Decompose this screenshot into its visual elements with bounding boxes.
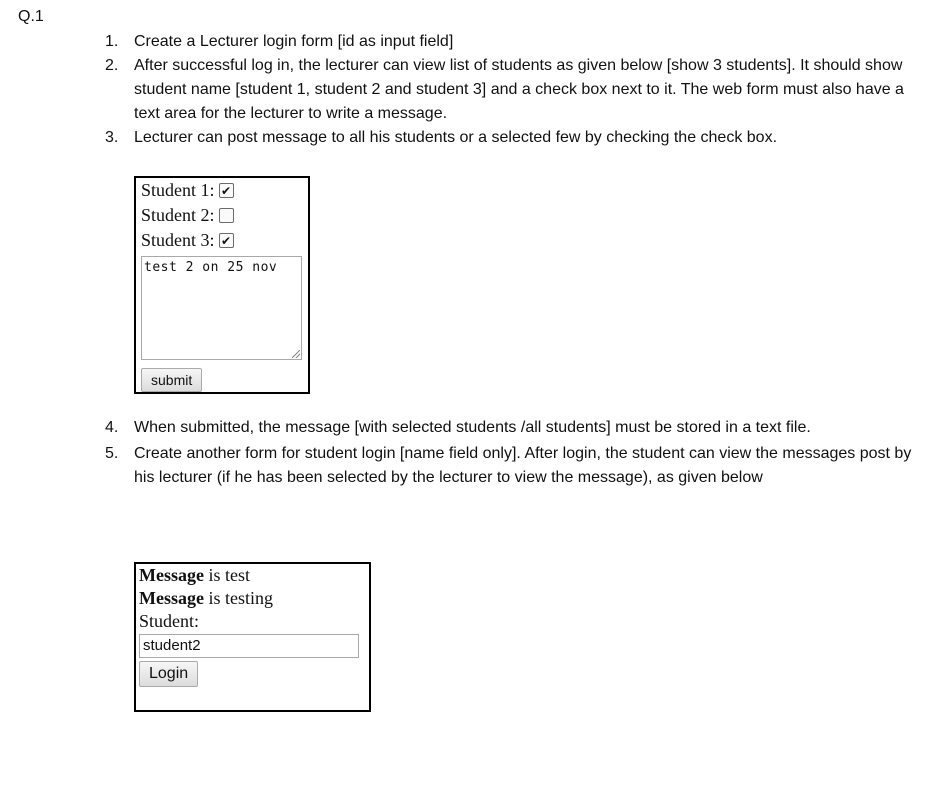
student-row: [136, 228, 308, 253]
instruction-item: [105, 126, 915, 150]
student-row: [136, 203, 308, 228]
message-rest: is testing: [203, 588, 273, 608]
student-label: Student 1:: [141, 180, 215, 200]
item-text: Lecturer can post message to all his students or a selected few by checking the check box.: [134, 129, 778, 146]
student-name-input[interactable]: student2: [139, 634, 359, 658]
item-number: 2.: [105, 57, 119, 74]
resize-handle-icon[interactable]: [292, 350, 300, 358]
message-line: [136, 587, 369, 610]
question-label: Q.1: [18, 8, 44, 25]
student-3-checkbox[interactable]: ✔: [219, 233, 234, 248]
message-prefix: Message: [139, 565, 204, 585]
student-label: Student 3:: [141, 230, 215, 250]
student-row: [136, 178, 308, 203]
instructions-list-part1: [105, 30, 915, 150]
item-text: After successful log in, the lecturer can view list of students as given below [show 3 students]. It should show student name [student 1, student 2 and student 3] and a check box next to it. The web form must also have a text area for the lecturer to write a message.: [134, 57, 904, 122]
instruction-item: [105, 442, 915, 490]
item-number: 5.: [105, 445, 119, 462]
student-label: Student:: [139, 611, 200, 631]
message-prefix: Message: [139, 588, 204, 608]
item-text: When submitted, the message [with selected students /all students] must be stored in a text file.: [134, 419, 811, 436]
instructions-list-part2: [105, 416, 915, 492]
item-text: Create another form for student login [name field only]. After login, the student can view the messages post by his lecturer (if he has been selected by the lecturer to view the message), as given below: [134, 445, 912, 486]
student-2-checkbox[interactable]: [219, 208, 234, 223]
student-label: Student 2:: [141, 205, 215, 225]
item-number: 1.: [105, 33, 119, 50]
message-rest: is test: [203, 565, 250, 585]
instruction-item: [105, 54, 915, 126]
item-number: 4.: [105, 419, 119, 436]
student-1-checkbox[interactable]: ✔: [219, 183, 234, 198]
item-number: 3.: [105, 129, 119, 146]
instruction-item: [105, 416, 915, 440]
submit-button[interactable]: submit: [141, 368, 202, 392]
item-text: Create a Lecturer login form [id as input field]: [134, 33, 454, 50]
lecturer-message-form: [134, 176, 310, 394]
message-text: test 2 on 25 nov: [144, 260, 278, 275]
login-button[interactable]: Login: [139, 661, 198, 687]
message-line: [136, 564, 369, 587]
instruction-item: [105, 30, 915, 54]
message-textarea[interactable]: [141, 256, 302, 360]
student-login-form: [134, 562, 371, 712]
